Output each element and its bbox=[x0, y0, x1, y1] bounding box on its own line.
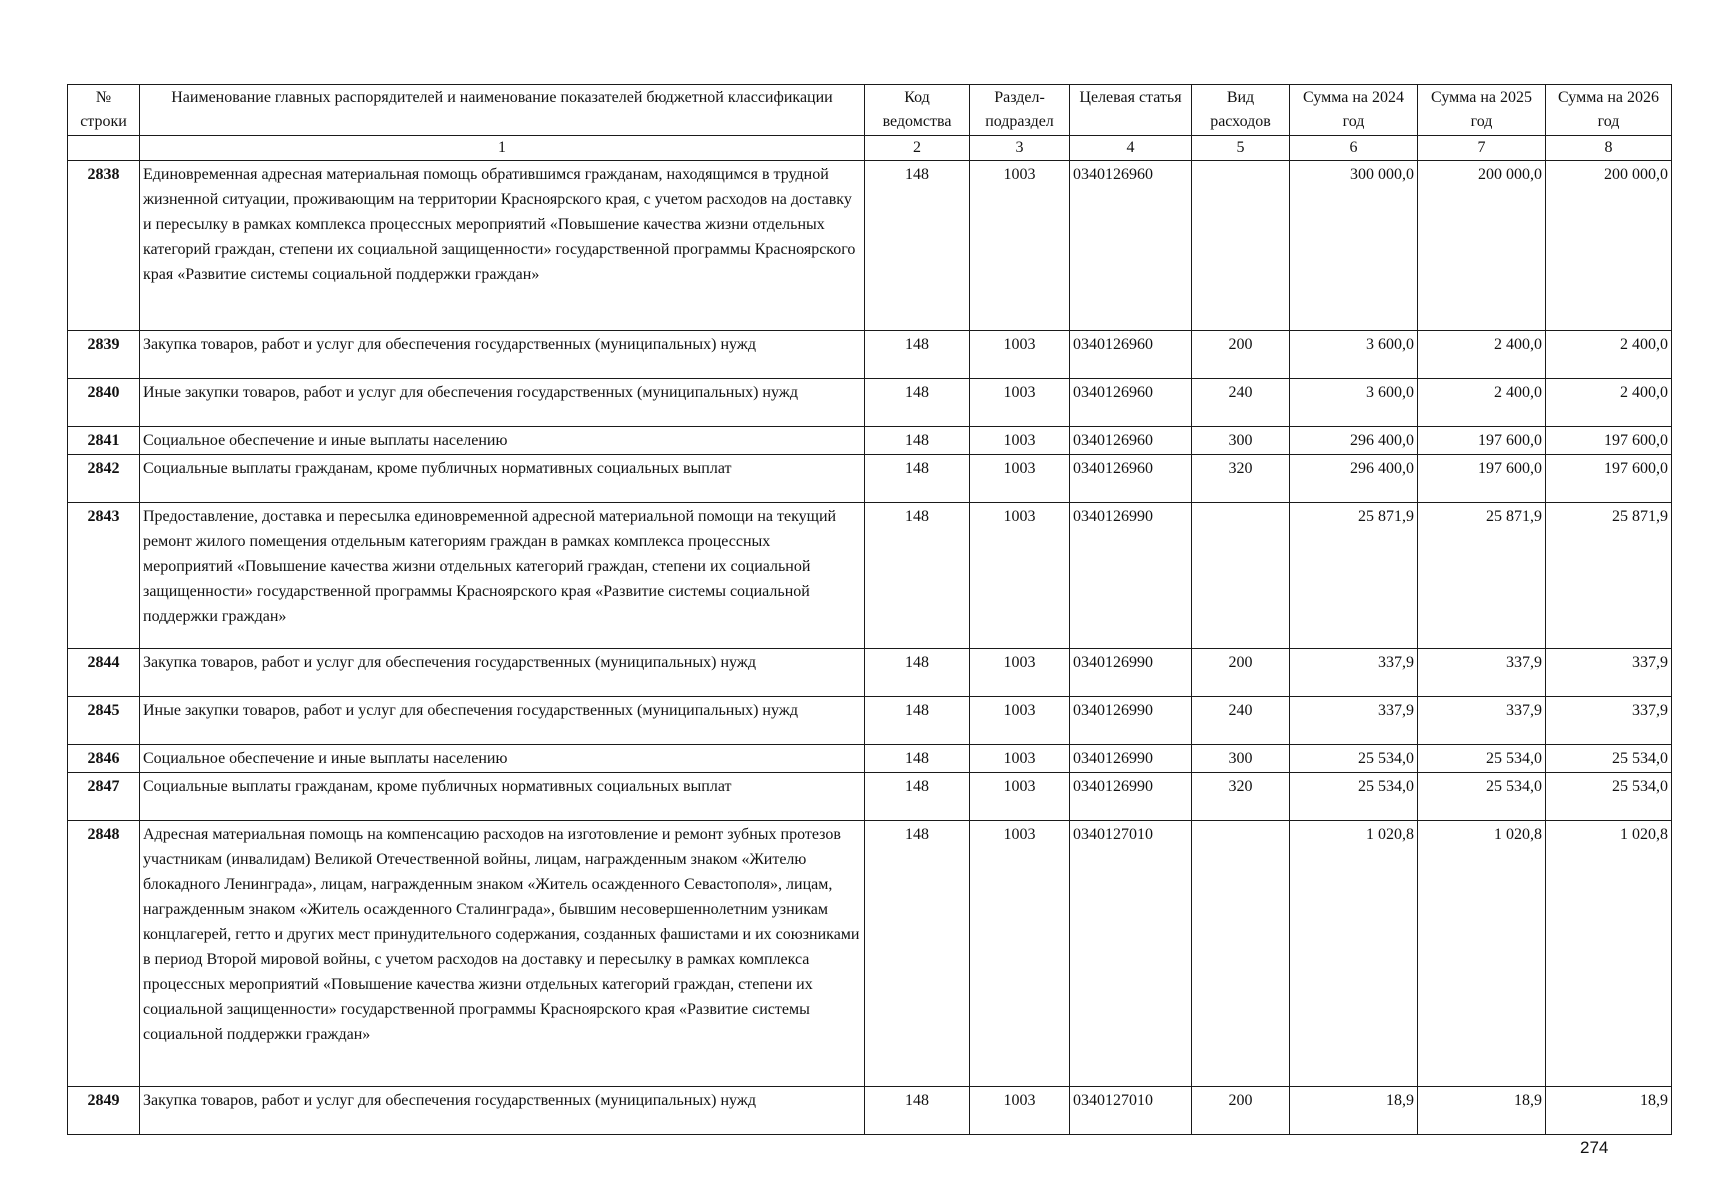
row-dept-code: 148 bbox=[865, 455, 970, 503]
row-number: 2849 bbox=[68, 1087, 140, 1135]
row-name: Предоставление, доставка и пересылка единовременной адресной материальной помощи на текущий ремонт жилого помещения отдельным категориям граждан в рамках комплекса процессных мероприятий «Повышение качества жизни отдельных категорий граждан, степени их социальной защищенности» государственной программы Красноярского края «Развитие системы социальной поддержки граждан» bbox=[140, 503, 865, 649]
row-target: 0340126960 bbox=[1070, 427, 1192, 455]
row-sum-2024: 337,9 bbox=[1290, 649, 1418, 697]
row-target: 0340126960 bbox=[1070, 331, 1192, 379]
row-sum-2024: 300 000,0 bbox=[1290, 161, 1418, 331]
row-section: 1003 bbox=[970, 745, 1070, 773]
row-sum-2025: 25 871,9 bbox=[1418, 503, 1546, 649]
row-sum-2026: 1 020,8 bbox=[1546, 821, 1672, 1087]
row-name: Социальные выплаты гражданам, кроме публичных нормативных социальных выплат bbox=[140, 455, 865, 503]
table-row bbox=[68, 745, 1672, 773]
row-name: Социальное обеспечение и иные выплаты населению bbox=[140, 745, 865, 773]
row-name: Адресная материальная помощь на компенсацию расходов на изготовление и ремонт зубных протезов участникам (инвалидам) Великой Отечественной войны, лицам, награжденным знаком «Жителю блокадного Ленинграда», лицам, награжденным знаком «Житель осажденного Севастополя», лицам, награжденным знаком «Житель осажденного Сталинграда», бывшим несовершеннолетним узникам концлагерей, гетто и других мест принудительного содержания, созданных фашистами и их союзниками в период Второй мировой войны, с учетом расходов на доставку и пересылку в рамках комплекса процессных мероприятий «Повышение качества жизни отдельных категорий граждан, степени их социальной защищенности» государственной программы Красноярского края «Развитие системы социальной поддержки граждан» bbox=[140, 821, 865, 1087]
row-target: 0340126990 bbox=[1070, 503, 1192, 649]
row-section: 1003 bbox=[970, 503, 1070, 649]
row-sum-2024: 296 400,0 bbox=[1290, 427, 1418, 455]
row-sum-2024: 25 534,0 bbox=[1290, 745, 1418, 773]
row-sum-2026: 25 534,0 bbox=[1546, 745, 1672, 773]
row-sum-2026: 197 600,0 bbox=[1546, 455, 1672, 503]
row-section: 1003 bbox=[970, 455, 1070, 503]
row-dept-code: 148 bbox=[865, 503, 970, 649]
row-sum-2025: 2 400,0 bbox=[1418, 379, 1546, 427]
row-sum-2026: 337,9 bbox=[1546, 697, 1672, 745]
row-exp-type: 200 bbox=[1192, 331, 1290, 379]
row-exp-type: 320 bbox=[1192, 773, 1290, 821]
col-number: 5 bbox=[1192, 136, 1290, 161]
header-name: Наименование главных распорядителей и наименование показателей бюджетной классификации bbox=[140, 85, 865, 136]
row-exp-type bbox=[1192, 503, 1290, 649]
row-sum-2025: 197 600,0 bbox=[1418, 455, 1546, 503]
row-number: 2844 bbox=[68, 649, 140, 697]
table-row bbox=[68, 649, 1672, 697]
row-number: 2843 bbox=[68, 503, 140, 649]
table-row bbox=[68, 427, 1672, 455]
row-sum-2024: 25 871,9 bbox=[1290, 503, 1418, 649]
row-number: 2839 bbox=[68, 331, 140, 379]
row-section: 1003 bbox=[970, 1087, 1070, 1135]
row-sum-2025: 1 020,8 bbox=[1418, 821, 1546, 1087]
row-name: Единовременная адресная материальная помощь обратившимся гражданам, находящимся в трудной жизненной ситуации, проживающим на территории Красноярского края, с учетом расходов на доставку и пересылку в рамках комплекса процессных мероприятий «Повышение качества жизни отдельных категорий граждан, степени их социальной защищенности» государственной программы Красноярского края «Развитие системы социальной поддержки граждан» bbox=[140, 161, 865, 331]
row-sum-2024: 3 600,0 bbox=[1290, 331, 1418, 379]
row-sum-2024: 1 020,8 bbox=[1290, 821, 1418, 1087]
row-exp-type: 200 bbox=[1192, 1087, 1290, 1135]
row-target: 0340126990 bbox=[1070, 697, 1192, 745]
table-row bbox=[68, 455, 1672, 503]
row-target: 0340127010 bbox=[1070, 821, 1192, 1087]
row-sum-2024: 296 400,0 bbox=[1290, 455, 1418, 503]
row-sum-2025: 337,9 bbox=[1418, 697, 1546, 745]
budget-table bbox=[67, 84, 1672, 1135]
header-sum-2025: Сумма на 2025 год bbox=[1418, 85, 1546, 136]
row-dept-code: 148 bbox=[865, 379, 970, 427]
row-sum-2024: 25 534,0 bbox=[1290, 773, 1418, 821]
row-sum-2026: 2 400,0 bbox=[1546, 379, 1672, 427]
row-section: 1003 bbox=[970, 161, 1070, 331]
header-dept-code: Код ведомства bbox=[865, 85, 970, 136]
row-sum-2025: 25 534,0 bbox=[1418, 773, 1546, 821]
row-exp-type: 300 bbox=[1192, 427, 1290, 455]
table-row bbox=[68, 161, 1672, 331]
table-row bbox=[68, 331, 1672, 379]
row-section: 1003 bbox=[970, 649, 1070, 697]
row-exp-type: 200 bbox=[1192, 649, 1290, 697]
row-sum-2026: 337,9 bbox=[1546, 649, 1672, 697]
row-number: 2840 bbox=[68, 379, 140, 427]
row-section: 1003 bbox=[970, 331, 1070, 379]
row-target: 0340127010 bbox=[1070, 1087, 1192, 1135]
table-row bbox=[68, 697, 1672, 745]
row-section: 1003 bbox=[970, 427, 1070, 455]
table-row bbox=[68, 503, 1672, 649]
row-section: 1003 bbox=[970, 697, 1070, 745]
row-name: Социальное обеспечение и иные выплаты населению bbox=[140, 427, 865, 455]
row-sum-2026: 200 000,0 bbox=[1546, 161, 1672, 331]
table-row bbox=[68, 379, 1672, 427]
col-number: 2 bbox=[865, 136, 970, 161]
row-section: 1003 bbox=[970, 821, 1070, 1087]
row-dept-code: 148 bbox=[865, 821, 970, 1087]
header-sum-2024: Сумма на 2024 год bbox=[1290, 85, 1418, 136]
row-sum-2026: 197 600,0 bbox=[1546, 427, 1672, 455]
col-number: 8 bbox=[1546, 136, 1672, 161]
row-number: 2845 bbox=[68, 697, 140, 745]
row-exp-type: 300 bbox=[1192, 745, 1290, 773]
row-name: Иные закупки товаров, работ и услуг для обеспечения государственных (муниципальных) нужд bbox=[140, 697, 865, 745]
col-number: 4 bbox=[1070, 136, 1192, 161]
table-row bbox=[68, 773, 1672, 821]
col-number: 7 bbox=[1418, 136, 1546, 161]
row-dept-code: 148 bbox=[865, 161, 970, 331]
row-name: Закупка товаров, работ и услуг для обеспечения государственных (муниципальных) нужд bbox=[140, 1087, 865, 1135]
col-number bbox=[68, 136, 140, 161]
row-number: 2848 bbox=[68, 821, 140, 1087]
row-target: 0340126960 bbox=[1070, 379, 1192, 427]
row-sum-2026: 18,9 bbox=[1546, 1087, 1672, 1135]
row-sum-2024: 3 600,0 bbox=[1290, 379, 1418, 427]
row-target: 0340126990 bbox=[1070, 773, 1192, 821]
row-name: Закупка товаров, работ и услуг для обеспечения государственных (муниципальных) нужд bbox=[140, 331, 865, 379]
row-number: 2847 bbox=[68, 773, 140, 821]
row-dept-code: 148 bbox=[865, 697, 970, 745]
row-sum-2025: 25 534,0 bbox=[1418, 745, 1546, 773]
row-name: Закупка товаров, работ и услуг для обеспечения государственных (муниципальных) нужд bbox=[140, 649, 865, 697]
row-exp-type: 240 bbox=[1192, 697, 1290, 745]
header-section: Раздел-подраздел bbox=[970, 85, 1070, 136]
col-number: 1 bbox=[140, 136, 865, 161]
row-number: 2838 bbox=[68, 161, 140, 331]
header-target: Целевая статья bbox=[1070, 85, 1192, 136]
row-target: 0340126990 bbox=[1070, 649, 1192, 697]
row-number: 2846 bbox=[68, 745, 140, 773]
row-name: Иные закупки товаров, работ и услуг для обеспечения государственных (муниципальных) нужд bbox=[140, 379, 865, 427]
page-number: 274 bbox=[1580, 1138, 1609, 1157]
row-dept-code: 148 bbox=[865, 773, 970, 821]
row-sum-2026: 25 534,0 bbox=[1546, 773, 1672, 821]
header-exp-type: Вид расходов bbox=[1192, 85, 1290, 136]
row-exp-type bbox=[1192, 821, 1290, 1087]
row-dept-code: 148 bbox=[865, 1087, 970, 1135]
row-section: 1003 bbox=[970, 379, 1070, 427]
row-dept-code: 148 bbox=[865, 331, 970, 379]
table-row bbox=[68, 821, 1672, 1087]
table-row bbox=[68, 1087, 1672, 1135]
row-sum-2025: 337,9 bbox=[1418, 649, 1546, 697]
row-sum-2025: 18,9 bbox=[1418, 1087, 1546, 1135]
row-number: 2842 bbox=[68, 455, 140, 503]
row-dept-code: 148 bbox=[865, 427, 970, 455]
row-sum-2026: 2 400,0 bbox=[1546, 331, 1672, 379]
header-row bbox=[68, 85, 1672, 136]
row-dept-code: 148 bbox=[865, 745, 970, 773]
row-name: Социальные выплаты гражданам, кроме публичных нормативных социальных выплат bbox=[140, 773, 865, 821]
row-number: 2841 bbox=[68, 427, 140, 455]
row-sum-2025: 200 000,0 bbox=[1418, 161, 1546, 331]
row-sum-2025: 197 600,0 bbox=[1418, 427, 1546, 455]
row-exp-type: 320 bbox=[1192, 455, 1290, 503]
header-row-no: № строки bbox=[68, 85, 140, 136]
row-section: 1003 bbox=[970, 773, 1070, 821]
row-sum-2024: 18,9 bbox=[1290, 1087, 1418, 1135]
col-number: 3 bbox=[970, 136, 1070, 161]
row-sum-2024: 337,9 bbox=[1290, 697, 1418, 745]
header-sum-2026: Сумма на 2026 год bbox=[1546, 85, 1672, 136]
row-sum-2026: 25 871,9 bbox=[1546, 503, 1672, 649]
row-target: 0340126960 bbox=[1070, 161, 1192, 331]
row-sum-2025: 2 400,0 bbox=[1418, 331, 1546, 379]
row-target: 0340126960 bbox=[1070, 455, 1192, 503]
row-dept-code: 148 bbox=[865, 649, 970, 697]
col-number: 6 bbox=[1290, 136, 1418, 161]
row-exp-type bbox=[1192, 161, 1290, 331]
column-numbers-row bbox=[68, 136, 1672, 161]
row-target: 0340126990 bbox=[1070, 745, 1192, 773]
row-exp-type: 240 bbox=[1192, 379, 1290, 427]
